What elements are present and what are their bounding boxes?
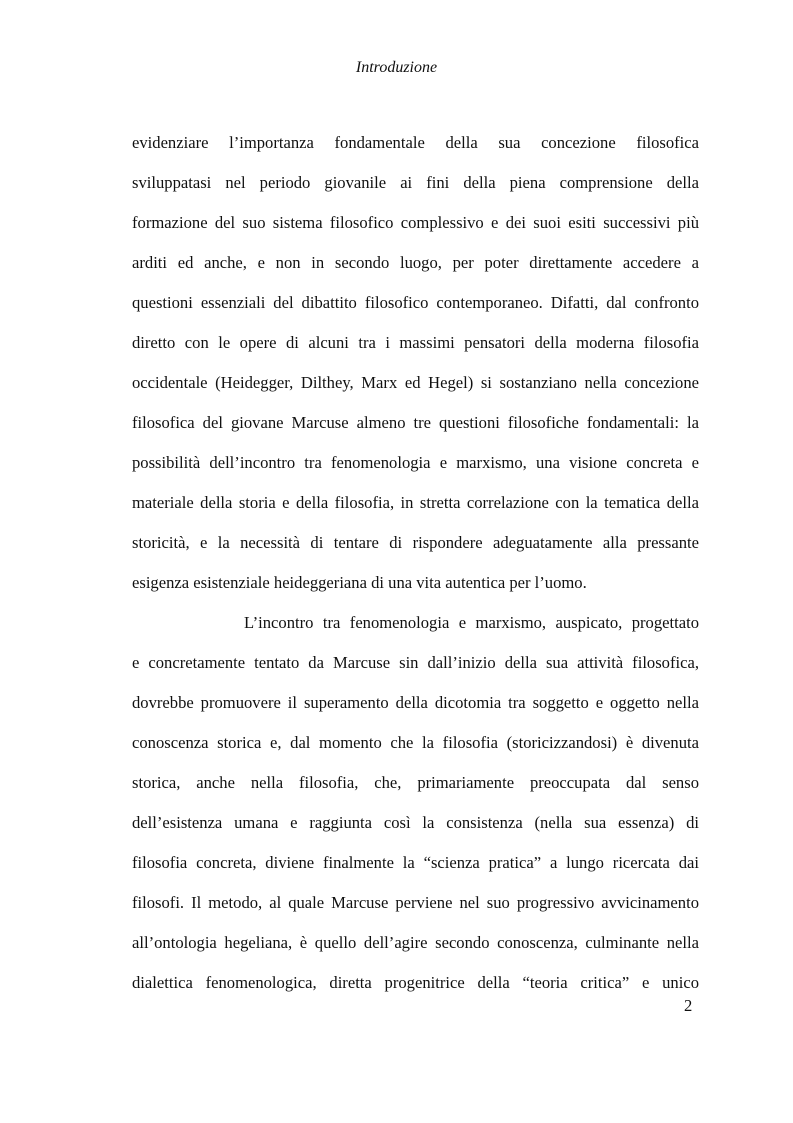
text-line: occidentale (Heidegger, Dilthey, Marx ed Hegel) si sostanziano nella concezione xyxy=(132,373,699,392)
text-line: dell’esistenza umana e raggiunta così la consistenza (nella sua essenza) di xyxy=(132,813,699,832)
text-line: evidenziare l’importanza fondamentale della sua concezione filosofica xyxy=(132,133,699,152)
running-header: Introduzione xyxy=(355,59,438,76)
text-line: conoscenza storica e, dal momento che la filosofia (storicizzandosi) è divenuta xyxy=(132,733,699,752)
text-line: storica, anche nella filosofia, che, primariamente preoccupata dal senso xyxy=(132,773,699,792)
text-line: filosofi. Il metodo, al quale Marcuse perviene nel suo progressivo avvicinamento xyxy=(132,893,699,912)
text-line-paragraph-end: esigenza esistenziale heideggeriana di una vita autentica per l’uomo. xyxy=(132,573,587,592)
text-line: questioni essenziali del dibattito filosofico contemporaneo. Difatti, dal confronto xyxy=(132,293,699,312)
text-line: dialettica fenomenologica, diretta progenitrice della “teoria critica” e unico xyxy=(132,973,699,992)
text-line: diretto con le opere di alcuni tra i massimi pensatori della moderna filosofia xyxy=(132,333,699,352)
text-line: formazione del suo sistema filosofico complessivo e dei suoi esiti successivi più xyxy=(132,213,699,232)
text-line: all’ontologia hegeliana, è quello dell’agire secondo conoscenza, culminante nella xyxy=(132,933,699,952)
text-line-paragraph-start: L’incontro tra fenomenologia e marxismo, auspicato, progettato xyxy=(244,613,699,632)
text-line: e concretamente tentato da Marcuse sin dall’inizio della sua attività filosofica, xyxy=(132,653,699,672)
text-line: arditi ed anche, e non in secondo luogo, per poter direttamente accedere a xyxy=(132,253,699,272)
text-line: storicità, e la necessità di tentare di rispondere adeguatamente alla pressante xyxy=(132,533,699,552)
text-line: filosofia concreta, diviene finalmente la “scienza pratica” a lungo ricercata dai xyxy=(132,853,699,872)
text-line: possibilità dell’incontro tra fenomenologia e marxismo, una visione concreta e xyxy=(132,453,699,472)
page-number: 2 xyxy=(684,996,693,1015)
text-line: filosofica del giovane Marcuse almeno tre questioni filosofiche fondamentali: la xyxy=(132,413,699,432)
text-line: materiale della storia e della filosofia, in stretta correlazione con la tematica della xyxy=(132,493,699,512)
body-text xyxy=(132,130,699,1010)
text-line: sviluppatasi nel periodo giovanile ai fini della piena comprensione della xyxy=(132,173,699,192)
text-line: dovrebbe promuovere il superamento della dicotomia tra soggetto e oggetto nella xyxy=(132,693,699,712)
